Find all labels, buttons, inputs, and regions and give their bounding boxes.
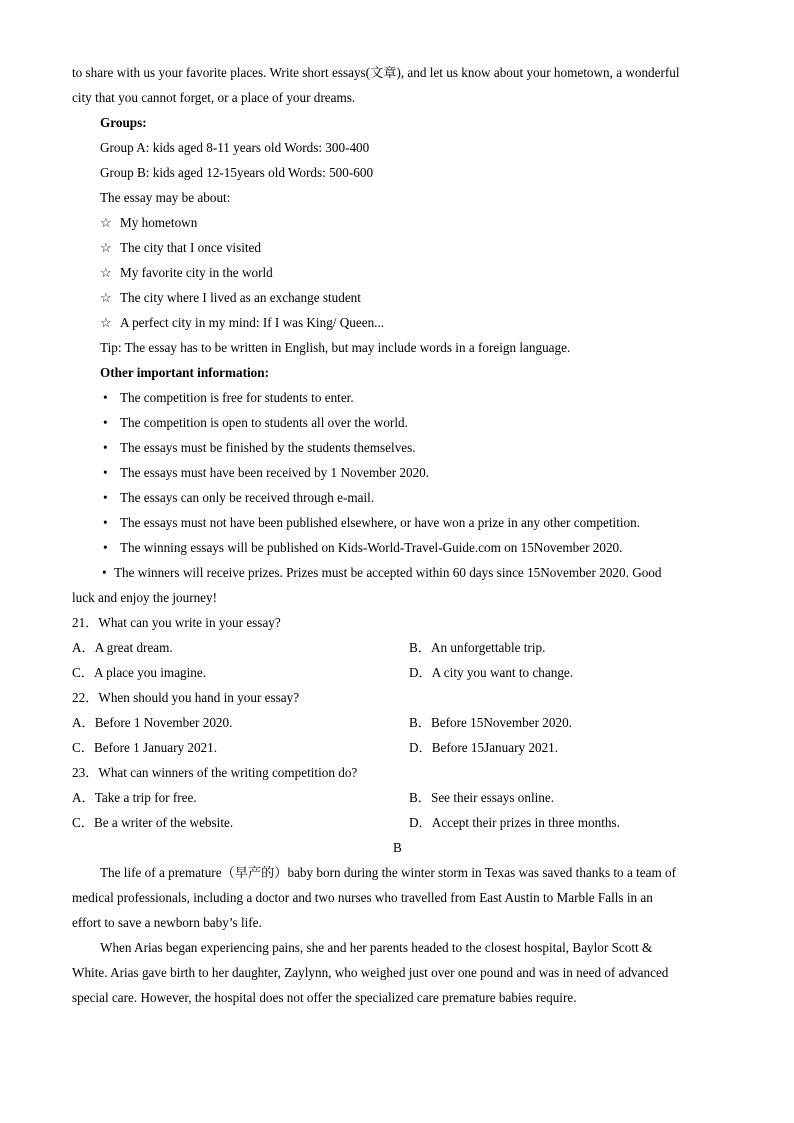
- list-item: ☆ A perfect city in my mind: If I was King/ Queen...: [100, 315, 385, 330]
- option-b: B．Before 15November 2020.: [409, 715, 572, 730]
- list-item: ☆ The city where I lived as an exchange student: [100, 290, 361, 305]
- list-item: ☆ The city that I once visited: [100, 240, 261, 255]
- section-label: B: [393, 840, 402, 855]
- list-item: • The essays must have been received by 1 November 2020.: [100, 465, 429, 481]
- option-a: A．Take a trip for free.: [72, 790, 197, 805]
- paragraph-line: White. Arias gave birth to her daughter, Zaylynn, who weighed just over one pound and was in need of advanced: [72, 965, 669, 980]
- option-b: B．See their essays online.: [409, 790, 555, 805]
- group-a-line: Group A: kids aged 8-11 years old Words: 300-400: [100, 140, 370, 155]
- list-item: • The essays must not have been published elsewhere, or have won a prize in any other competition.: [100, 515, 640, 531]
- list-item: • The winning essays will be published on Kids-World-Travel-Guide.com on 15November 2020.: [100, 540, 622, 556]
- paragraph-line: When Arias began experiencing pains, she and her parents headed to the closest hospital, Baylor Scott &: [100, 940, 653, 955]
- bullet-icon: •: [103, 515, 108, 530]
- option-c: C．Before 1 January 2021.: [72, 740, 218, 755]
- bullet-icon: •: [103, 490, 108, 505]
- option-a: A．Before 1 November 2020.: [72, 715, 233, 730]
- question-stem: 22．When should you hand in your essay?: [72, 690, 300, 705]
- other-info-heading: Other important information:: [100, 365, 269, 380]
- bullet-icon: •: [103, 465, 108, 480]
- list-item: • The competition is free for students to enter.: [100, 390, 354, 406]
- list-item: • The essays must be finished by the students themselves.: [100, 440, 416, 456]
- list-item: • The competition is open to students all over the world.: [100, 415, 408, 431]
- option-a: A．A great dream.: [72, 640, 173, 655]
- question-stem: 23．What can winners of the writing competition do?: [72, 765, 358, 780]
- star-icon: ☆: [100, 290, 112, 305]
- paragraph-line: effort to save a newborn baby’s life.: [72, 915, 262, 930]
- paragraph-line: The life of a premature（早产的）baby born during the winter storm in Texas was saved thanks to a team of: [100, 865, 676, 880]
- option-b: B．An unforgettable trip.: [409, 640, 546, 655]
- option-c: C．A place you imagine.: [72, 665, 207, 680]
- topics-heading: The essay may be about:: [100, 190, 231, 205]
- star-icon: ☆: [100, 265, 112, 280]
- intro-line: city that you cannot forget, or a place of your dreams.: [72, 90, 356, 105]
- option-d: D．Accept their prizes in three months.: [409, 815, 620, 830]
- tip-line: Tip: The essay has to be written in English, but may include words in a foreign language.: [100, 340, 571, 355]
- star-icon: ☆: [100, 240, 112, 255]
- intro-line: to share with us your favorite places. Write short essays(文章), and let us know about your hometown, a wonderful: [72, 65, 680, 80]
- option-c: C．Be a writer of the website.: [72, 815, 234, 830]
- bullet-icon: •: [102, 565, 107, 580]
- star-icon: ☆: [100, 215, 112, 230]
- paragraph-line: special care. However, the hospital does not offer the specialized care premature babies require.: [72, 990, 577, 1005]
- list-item: • The essays can only be received through e-mail.: [100, 490, 374, 506]
- star-icon: ☆: [100, 315, 112, 330]
- bullet-icon: •: [103, 540, 108, 555]
- option-d: D．A city you want to change.: [409, 665, 574, 680]
- bullet-icon: •: [103, 415, 108, 430]
- groups-heading: Groups:: [100, 115, 147, 130]
- bullet-icon: •: [103, 440, 108, 455]
- option-d: D．Before 15January 2021.: [409, 740, 559, 755]
- bullet-icon: •: [103, 390, 108, 405]
- paragraph-line: medical professionals, including a doctor and two nurses who travelled from East Austin to Marble Falls in an: [72, 890, 653, 905]
- list-item: • The winners will receive prizes. Prizes must be accepted within 60 days since 15November 2020. Good: [102, 565, 662, 580]
- list-item: ☆ My hometown: [100, 215, 198, 230]
- list-item-continuation: luck and enjoy the journey!: [72, 590, 218, 605]
- list-item: ☆ My favorite city in the world: [100, 265, 273, 280]
- group-b-line: Group B: kids aged 12-15years old Words: 500-600: [100, 165, 374, 180]
- question-stem: 21．What can you write in your essay?: [72, 615, 281, 630]
